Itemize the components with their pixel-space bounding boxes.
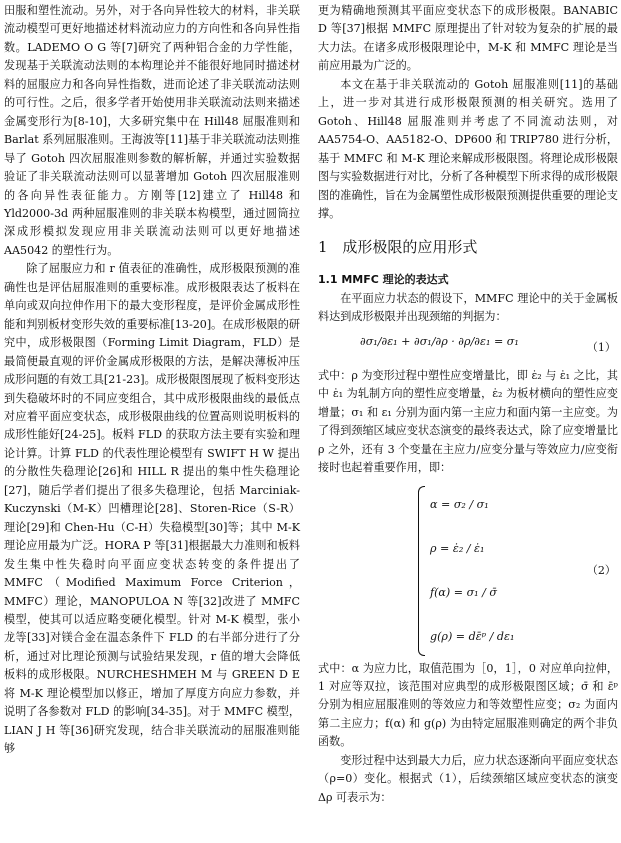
equation-1-number: （1） bbox=[586, 340, 616, 354]
right-paragraph-3: 在平面应力状态的假设下，MMFC 理论中的关于金属板料达到成形极限并出现颈缩的判据为： bbox=[318, 291, 618, 324]
right-column bbox=[318, 2, 618, 807]
right-paragraph-6: 变形过程中达到最大力后，应力状态逐渐向平面应变状态（ρ=0）变化。根据式（1），后续颈缩区域应变状态的演变 Δρ 可表示为： bbox=[318, 753, 618, 804]
right-paragraph-2: 本文在基于非关联流动的 Gotoh 屈服准则[11]的基础上，进一步对其进行成形极限预测的相关研究。选用了 Gotoh、Hill48 屈服准则并考虑了不同流动法则，对 AA5754-O、AA5182-O、DP600 和 TRIP780 进行分析，基于 MMFC 和 M-K 理论来解成形极限图。将理论成形极限图与实验数据进行对比，分析了各种模型下所求得的成形极限图的准确性，旨在为金属塑性成形极限预测提供重要的理论支撑。 bbox=[318, 77, 618, 220]
right-paragraph-1: 更为精确地预测其平面应变状态下的成形极限。BANABIC D 等[37]根据 MMFC 原理提出了针对较为复杂的扩展的最大力法。在诸多成形极限理论中，M-K 和 MMFC 理论是当前应用最为广泛的。 bbox=[318, 4, 618, 73]
equation-2-system bbox=[318, 482, 618, 658]
equation-1 bbox=[318, 329, 618, 365]
equation-1-body: ∂σ₁/∂ε₁ + ∂σ₁/∂ρ · ∂ρ/∂ε₁ = σ₁ bbox=[360, 334, 519, 348]
right-paragraph-4: 式中：ρ 为变形过程中塑性应变增量比，即 ε̇₂ 与 ε̇₁ 之比，其中 ε̇₁ 为轧制方向的塑性应变增量，ε̇₂ 为板材横向的塑性应变增量；σ₁ 和 ε₁ 分别为面内第一主应力和面内第一主应变。为了得到颈缩区域应变状态演变的最终表达式，除了应变增量比 ρ 之外，还有 3 个变量在主应力/应变分量与等效应力/应变衔接时也起着重要作用，即： bbox=[318, 368, 618, 475]
subsection-heading: 1.1 MMFC 理论的表达式 bbox=[318, 273, 449, 287]
left-brace bbox=[418, 486, 425, 656]
equation-2-number: （2） bbox=[586, 563, 616, 577]
equation-2-g-rho: g(ρ) = dε̄ᵖ / dε₁ bbox=[430, 629, 515, 643]
equation-2-f-alpha: f(α) = σ₁ / σ̄ bbox=[430, 585, 497, 599]
equation-2-alpha: α = σ₂ / σ₁ bbox=[430, 497, 489, 511]
section-title: 成形极限的应用形式 bbox=[342, 238, 478, 257]
left-column bbox=[4, 2, 300, 759]
section-heading bbox=[318, 237, 618, 257]
left-paragraph-1: 田服和塑性流动。另外，对于各向异性较大的材料，非关联流动模型可更好地描述材料流动应力的方向性和各向异性指数。LADEMO O G 等[7]研究了两种铝合金的力学性能，发现基于关联流动法则的本构理论并不能很好地同时描述材料的屈服应力和各向异性指数，进而论述了非关联流动法则的可行性。之后，很多学者开始使用非关联流动法则来描述金属变形行为[8-10]，大多研究集中在 Hill48 屈服准则和 Barlat 系列屈服准则。王海波等[11]基于非关联流动法则推导了 Gotoh 四次屈服准则参数的解析解，并通过实验数据验证了非关联流动法则可以显著增加 Gotoh 四次屈服准则的各向异性表征能力。方刚等[12]建立了 Hill48 和 Yld2000-3d 两种屈服准则的非关联本构模型，通过圆筒拉深成形模拟发现应用非关联流动法则可以更好地描述 AA5042 的塑性行为。 bbox=[4, 4, 300, 257]
left-paragraph-2: 除了屈服应力和 r 值表征的准确性，成形极限预测的准确性也是评估屈服准则的重要标准。成形极限表达了板料在单向或双向拉伸作用下的最大变形程度，是评价金属成形性能和判别板材变形失效的重要标准[13-20]。在成形极限的研究中，成形极限图（Forming Limit Diagram，FLD）是最简便最直观的评价金属成形极限的方法，是解决薄板冲压成形问题的有效工具[21-23]。成形极限图展现了板料变形达到失稳破坏时的不同应变组合，其中成形极限曲线的最低点对应着平面应变状态，成形极限曲线的位置高则说明板料的成形性能好[24-25]。板料 FLD 的获取方法主要有实验和理论计算。计算 FLD 的代表性理论模型有 SWIFT H W 提出的分散性失稳理论[26]和 HILL R 提出的集中性失稳理论[27]，随后学者们提出了很多失稳理论，包括 Marciniak-Kuczynski（M-K）凹槽理论[28]、Storen-Rice（S-R）理论[29]和 Chen-Hu（C-H）失稳模型[30]等；其中 M-K 理论应用最为广泛。HORA P 等[31]根据最大力准则和板料发生集中性失稳时向平面应变状态转变的条件提出了 MMFC（Modified Maximum Force Criterion，MMFC）理论，MANOPULOA N 等[32]改进了 MMFC 模型，使其可以适应略变硬化模型。针对 M-K 模型，张小龙等[33]对镁合金在温态条件下 FLD 的右半部分进行了分析，通过对比理论预测与试验结果发现，r 值的增大会降低板料的成形极限。NURCHESHMEH M 与 GREEN D E 将 M-K 理论模型加以修正，增加了厚度方向应力参数，并说明了各参数对 FLD 的影响[34-35]。对于 MMFC 模型，LIAN J H 等[36]研究发现，结合非关联流动的屈服准则能够 bbox=[4, 262, 300, 756]
right-paragraph-5: 式中：α 为应力比，取值范围为［0，1］，0 对应单向拉伸，1 对应等双拉，该范围对应典型的成形极限图区域；σ̄ 和 ε̄ᵖ 分别为相应屈服准则的等效应力和等效塑性应变；σ₂ 为面内第二主应力；f(α) 和 g(ρ) 为由特定屈服准则确定的两个非负函数。 bbox=[318, 661, 618, 749]
equation-2-rho: ρ = ε̇₂ / ε̇₁ bbox=[430, 541, 485, 555]
section-number: 1 bbox=[318, 238, 328, 257]
